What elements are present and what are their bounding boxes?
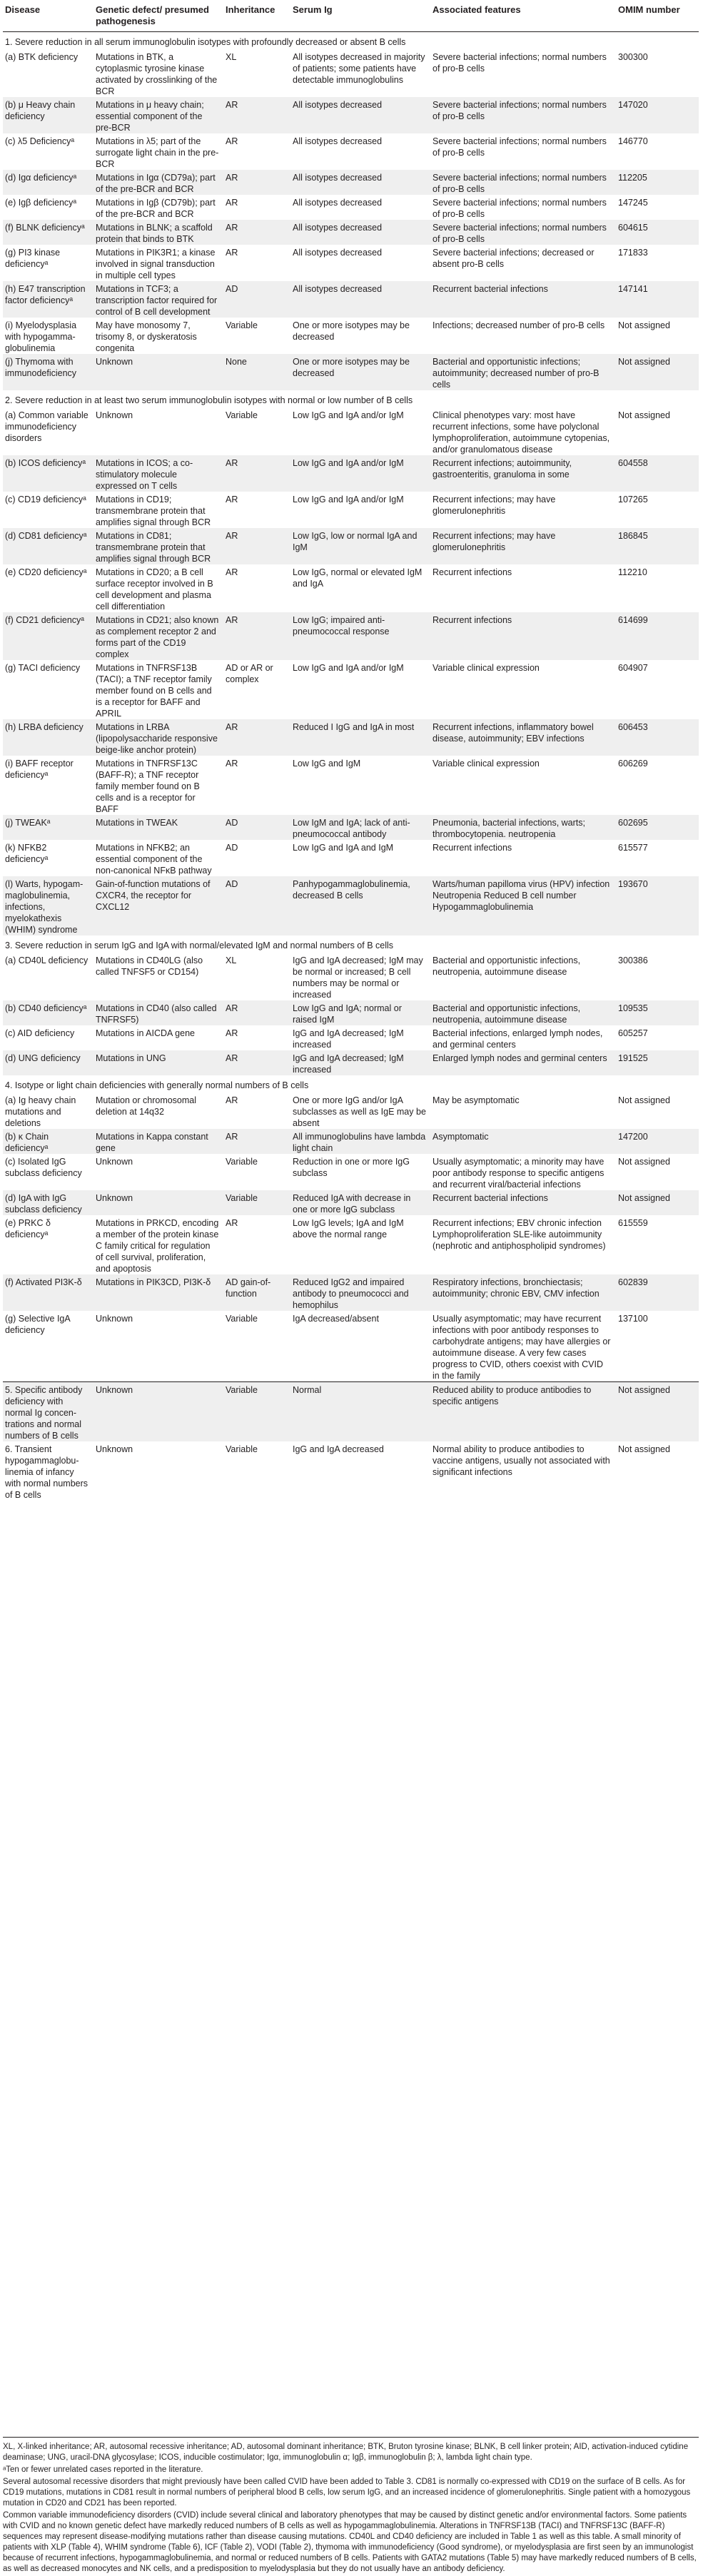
section-heading-row — [3, 1075, 699, 1092]
cell-genetic-defect: Mutations in μ heavy chain; essential component of the pre-BCR — [93, 97, 223, 133]
cell-serum-ig: Low IgG, low or normal IgA and IgM — [290, 528, 430, 564]
cell-inheritance: AR — [223, 455, 290, 492]
cell-disease: (d) IgA with IgG subclass deficiency — [3, 1190, 93, 1215]
footnote-cvid-description: Common variable immunodeficiency disorders (CVID) include several clinical and laboratory phenotypes that may be caused by distinct genetic and/or environmental factors. Some patients with CVID and no known genetic defect have markedly reduced numbers of B cells as well as hypogammaglobulinemia. Alterations in TNFRSF13B (TACI) and TNFRSF13C (BAFF-R) sequences may represent disease-modifying mutations rather than disease causing mutations. CD40L and CD40 deficiency are included in Table 1 as well as this table. A small minority of patients with XLP (Table 4), WHIM syndrome (Table 6), ICF (Table 2), VODI (Table 2), thymoma with immunodeficiency (Good syndrome), or myelodysplasia are first seen by an immunologist because of recurrent infections, hypogammaglobulinemia, and normal or reduced numbers of B cells. Patients with GATA2 mutations (Table 5) may have markedly reduced numbers of B cells, as well as decreased monocytes and NK cells, and a predisposition to myelodysplasia but they do not usually have an antibody deficiency. — [3, 2511, 697, 2573]
cell-inheritance: AR — [223, 1050, 290, 1075]
cell-omim-number: 605257 — [616, 1025, 699, 1050]
table-row — [3, 564, 699, 612]
cell-omim-number: 614699 — [616, 612, 699, 660]
cell-associated-features: Recurrent infections; may have glomerulonephritis — [430, 492, 616, 528]
cell-genetic-defect: Mutations in CD40LG (also called TNFSF5 or CD154) — [93, 953, 223, 1000]
cell-inheritance: AR — [223, 564, 290, 612]
cell-inheritance: AD — [223, 815, 290, 840]
table-row — [3, 815, 699, 840]
cell-genetic-defect: Mutations in TCF3; a transcription factor required for control of B cell development — [93, 281, 223, 318]
table-row — [3, 1311, 699, 1382]
cell-disease: (g) TACI deficiency — [3, 660, 93, 719]
header-serum-ig: Serum Ig — [290, 3, 430, 32]
cell-omim-number: 171833 — [616, 245, 699, 281]
footnote-rare-cases: ᵃTen or fewer unrelated cases reported in the literature. — [3, 2465, 203, 2474]
cell-associated-features: Recurrent bacterial infections — [430, 1190, 616, 1215]
cell-genetic-defect: Unknown — [93, 1154, 223, 1190]
cell-genetic-defect: Mutations in BLNK; a scaffold protein that binds to BTK — [93, 220, 223, 245]
cell-associated-features: Infections; decreased number of pro-B cells — [430, 318, 616, 354]
cell-associated-features: Severe bacterial infections; normal numbers of pro-B cells — [430, 220, 616, 245]
cell-inheritance: AR — [223, 245, 290, 281]
cell-omim-number: 615559 — [616, 1215, 699, 1274]
section-heading-row — [3, 32, 699, 50]
cell-inheritance: AR — [223, 133, 290, 170]
cell-serum-ig: All isotypes decreased — [290, 220, 430, 245]
section-title: 1. Severe reduction in all serum immunoglobulin isotypes with profoundly decreased or absent B cells — [5, 37, 406, 47]
cell-associated-features: Pneumonia, bacterial infections, warts; thrombocytopenia. neutropenia — [430, 815, 616, 840]
cell-serum-ig: IgG and IgA decreased; IgM increased — [290, 1050, 430, 1075]
cell-genetic-defect: Mutations in UNG — [93, 1050, 223, 1075]
cell-genetic-defect: Mutations in BTK, a cytoplasmic tyrosine kinase activated by crosslinking of the BCR — [93, 49, 223, 97]
table-row — [3, 492, 699, 528]
cell-associated-features: Recurrent infections; may have glomerulonephritis — [430, 528, 616, 564]
cell-inheritance: Variable — [223, 1190, 290, 1215]
cell-serum-ig: Low IgG and IgA and IgM — [290, 840, 430, 876]
cell-genetic-defect: Mutations in TNFRSF13C (BAFF-R); a TNF receptor family member found on B cells and is a receptor for BAFF — [93, 756, 223, 815]
table-row — [3, 1382, 699, 1442]
cell-omim-number: 107265 — [616, 492, 699, 528]
cell-associated-features: Bacterial and opportunistic infections, neutropenia, autoimmune disease — [430, 1000, 616, 1025]
cell-associated-features: Recurrent infections; autoimmunity, gastroenteritis, granuloma in some — [430, 455, 616, 492]
table-row — [3, 840, 699, 876]
section-heading-row — [3, 935, 699, 953]
cell-disease: (h) LRBA deficiency — [3, 719, 93, 756]
cell-disease: (b) ICOS deficiencyᵃ — [3, 455, 93, 492]
cell-genetic-defect: Mutations in CD81; transmembrane protein that amplifies signal through BCR — [93, 528, 223, 564]
cell-genetic-defect: Mutations in AICDA gene — [93, 1025, 223, 1050]
table-row — [3, 719, 699, 756]
cell-serum-ig: All isotypes decreased — [290, 245, 430, 281]
header-inheritance: Inheritance — [223, 3, 290, 32]
cell-omim-number: 300386 — [616, 953, 699, 1000]
cell-serum-ig: IgG and IgA decreased; IgM increased — [290, 1025, 430, 1050]
cell-disease: (a) Ig heavy chain mutations and deletions — [3, 1092, 93, 1129]
cell-inheritance: AR — [223, 756, 290, 815]
cell-disease: (a) CD40L deficiency — [3, 953, 93, 1000]
cell-serum-ig: Low IgG and IgA; normal or raised IgM — [290, 1000, 430, 1025]
cell-associated-features: Severe bacterial infections; normal numbers of pro-B cells — [430, 133, 616, 170]
cell-genetic-defect: Unknown — [93, 354, 223, 390]
cell-disease: (b) CD40 deficiencyᵃ — [3, 1000, 93, 1025]
cell-inheritance: AR — [223, 1025, 290, 1050]
cell-inheritance: AR — [223, 195, 290, 220]
cell-genetic-defect: Mutations in CD20; a B cell surface receptor involved in B cell development and plasma cell differentiation — [93, 564, 223, 612]
table-row — [3, 612, 699, 660]
cell-omim-number: 602839 — [616, 1274, 699, 1311]
table-row — [3, 756, 699, 815]
cell-serum-ig: Low IgG levels; IgA and IgM above the normal range — [290, 1215, 430, 1274]
cell-inheritance: Variable — [223, 407, 290, 455]
cell-disease: (b) κ Chain deficiencyᵃ — [3, 1129, 93, 1154]
cell-serum-ig: One or more IgG and/or IgA subclasses as well as IgE may be absent — [290, 1092, 430, 1129]
cell-omim-number: 112205 — [616, 170, 699, 195]
cell-genetic-defect: May have monosomy 7, trisomy 8, or dyskeratosis congenita — [93, 318, 223, 354]
footnote-cvid-added: Several autosomal recessive disorders that might previously have been called CVID have been added to Table 3. CD81 is normally co-expressed with CD19 on the surface of B cells. As for CD19 mutations, mutations in CD81 result in normal numbers of peripheral blood B cells, low serum IgG, and an increased incidence of glomerulonephritis. Single patient with a homozygous mutation in CD20 and CD21 has been reported. — [3, 2478, 691, 2507]
table-row — [3, 49, 699, 97]
table-row — [3, 195, 699, 220]
cell-disease: (e) Igβ deficiencyᵃ — [3, 195, 93, 220]
table-footnotes — [3, 2437, 699, 2576]
cell-inheritance: AR — [223, 97, 290, 133]
cell-omim-number: Not assigned — [616, 407, 699, 455]
cell-genetic-defect: Unknown — [93, 407, 223, 455]
cell-serum-ig: Normal — [290, 1382, 430, 1442]
cell-inheritance: AD — [223, 840, 290, 876]
table-row — [3, 407, 699, 455]
table-row — [3, 354, 699, 390]
table-row — [3, 528, 699, 564]
footnote-divider — [3, 2437, 699, 2438]
cell-omim-number: 615577 — [616, 840, 699, 876]
cell-omim-number: 109535 — [616, 1000, 699, 1025]
cell-inheritance: AD — [223, 281, 290, 318]
cell-inheritance: AD — [223, 876, 290, 935]
cell-omim-number: 191525 — [616, 1050, 699, 1075]
cell-disease: (c) CD19 deficiencyᵃ — [3, 492, 93, 528]
cell-disease: (a) Common variable immunodeficiency disorders — [3, 407, 93, 455]
table-row — [3, 245, 699, 281]
cell-omim-number: 606269 — [616, 756, 699, 815]
cell-genetic-defect: Unknown — [93, 1441, 223, 1501]
cell-genetic-defect: Unknown — [93, 1190, 223, 1215]
cell-omim-number: 604907 — [616, 660, 699, 719]
cell-associated-features: Reduced ability to produce antibodies to specific antigens — [430, 1382, 616, 1442]
cell-disease: 6. Transient hypogammaglobu-linemia of infancy with normal numbers of B cells — [3, 1441, 93, 1501]
table-row — [3, 953, 699, 1000]
section-title: 4. Isotype or light chain deficiencies with generally normal numbers of B cells — [5, 1080, 309, 1090]
cell-serum-ig: Low IgG and IgA and/or IgM — [290, 660, 430, 719]
cell-disease: (f) CD21 deficiencyᵃ — [3, 612, 93, 660]
immunodeficiency-table — [3, 3, 699, 1501]
header-genetic-defect: Genetic defect/ presumed pathogenesis — [93, 3, 223, 32]
table-row — [3, 97, 699, 133]
cell-omim-number: 137100 — [616, 1311, 699, 1382]
cell-associated-features: May be asymptomatic — [430, 1092, 616, 1129]
cell-associated-features: Asymptomatic — [430, 1129, 616, 1154]
cell-genetic-defect: Mutations in PRKCD, encoding a member of the protein kinase C family critical for regulation of cell survival, proliferation, and apoptosis — [93, 1215, 223, 1274]
table-row — [3, 1000, 699, 1025]
footnote-abbreviations: XL, X-linked inheritance; AR, autosomal recessive inheritance; AD, autosomal dominant inheritance; BTK, Bruton tyrosine kinase; BLNK, B cell linker protein; AID, activation-induced cytidine deaminase; UNG, uracil-DNA glycosylase; ICOS, inducible costimulator; Igα, immunoglobulin α; Igβ, immunoglobulin β; λ, lambda light chain type. — [3, 2443, 689, 2462]
cell-inheritance: Variable — [223, 1382, 290, 1442]
cell-serum-ig: Reduction in one or more IgG subclass — [290, 1154, 430, 1190]
cell-genetic-defect: Unknown — [93, 1382, 223, 1442]
cell-serum-ig: All isotypes decreased — [290, 97, 430, 133]
table-row — [3, 1129, 699, 1154]
cell-disease: (h) E47 transcription factor deficiencyᵃ — [3, 281, 93, 318]
cell-genetic-defect: Mutations in ICOS; a co-stimulatory molecule expressed on T cells — [93, 455, 223, 492]
cell-disease: (j) Thymoma with immunodeficiency — [3, 354, 93, 390]
cell-associated-features: Severe bacterial infections; decreased or absent pro-B cells — [430, 245, 616, 281]
table-row — [3, 318, 699, 354]
cell-omim-number: Not assigned — [616, 1382, 699, 1442]
cell-disease: (e) PRKC δ deficiencyᵃ — [3, 1215, 93, 1274]
table-row — [3, 1274, 699, 1311]
cell-disease: (c) Isolated IgG subclass deficiency — [3, 1154, 93, 1190]
cell-associated-features: Severe bacterial infections; normal numbers of pro-B cells — [430, 170, 616, 195]
table-row — [3, 876, 699, 935]
cell-serum-ig: Low IgG and IgA and/or IgM — [290, 455, 430, 492]
cell-omim-number: 186845 — [616, 528, 699, 564]
cell-inheritance: AR — [223, 719, 290, 756]
cell-serum-ig: IgA decreased/absent — [290, 1311, 430, 1382]
cell-associated-features: Warts/human papilloma virus (HPV) infection Neutropenia Reduced B cell number Hypogammaglobulinemia — [430, 876, 616, 935]
cell-disease: (e) CD20 deficiencyᵃ — [3, 564, 93, 612]
cell-disease: (d) CD81 deficiencyᵃ — [3, 528, 93, 564]
cell-inheritance: AR — [223, 1000, 290, 1025]
cell-associated-features: Severe bacterial infections; normal numbers of pro-B cells — [430, 49, 616, 97]
cell-serum-ig: One or more isotypes may be decreased — [290, 318, 430, 354]
cell-genetic-defect: Mutations in Kappa constant gene — [93, 1129, 223, 1154]
cell-disease: (b) μ Heavy chain deficiency — [3, 97, 93, 133]
table-row — [3, 455, 699, 492]
cell-disease: 5. Specific antibody deficiency with normal Ig concen-trations and normal numbers of B cells — [3, 1382, 93, 1442]
cell-omim-number: 606453 — [616, 719, 699, 756]
table-row — [3, 1092, 699, 1129]
cell-serum-ig: IgG and IgA decreased; IgM may be normal or increased; B cell numbers may be normal or increased — [290, 953, 430, 1000]
cell-inheritance: AR — [223, 1215, 290, 1274]
table-row — [3, 1190, 699, 1215]
cell-disease: (d) Igα deficiencyᵃ — [3, 170, 93, 195]
table-row — [3, 133, 699, 170]
table-row — [3, 281, 699, 318]
cell-genetic-defect: Mutations in TWEAK — [93, 815, 223, 840]
cell-serum-ig: Reduced I IgG and IgA in most — [290, 719, 430, 756]
cell-genetic-defect: Unknown — [93, 1311, 223, 1382]
cell-omim-number: 112210 — [616, 564, 699, 612]
cell-serum-ig: All isotypes decreased — [290, 195, 430, 220]
cell-genetic-defect: Mutations in LRBA (lipopolysaccharide responsive beige-like anchor protein) — [93, 719, 223, 756]
cell-disease: (l) Warts, hypogam-maglobulinemia, infections, myelokathexis (WHIM) syndrome — [3, 876, 93, 935]
cell-serum-ig: Low IgG; impaired anti-pneumococcal response — [290, 612, 430, 660]
cell-serum-ig: Low IgG and IgA and/or IgM — [290, 492, 430, 528]
section-heading-row — [3, 390, 699, 407]
cell-omim-number: Not assigned — [616, 1154, 699, 1190]
cell-disease: (d) UNG deficiency — [3, 1050, 93, 1075]
cell-serum-ig: Low IgM and IgA; lack of anti-pneumococcal antibody — [290, 815, 430, 840]
cell-genetic-defect: Mutations in CD40 (also called TNFRSF5) — [93, 1000, 223, 1025]
header-disease: Disease — [3, 3, 93, 32]
cell-omim-number: 193670 — [616, 876, 699, 935]
cell-disease: (i) BAFF receptor deficiencyᵃ — [3, 756, 93, 815]
header-omim-number: OMIM number — [616, 3, 699, 32]
cell-associated-features: Recurrent infections; EBV chronic infection Lymphoproliferation SLE-like autoimmunity (nephrotic and antiphospholipid syndromes) — [430, 1215, 616, 1274]
cell-inheritance: Variable — [223, 1311, 290, 1382]
cell-serum-ig: One or more isotypes may be decreased — [290, 354, 430, 390]
cell-disease: (g) Selective IgA deficiency — [3, 1311, 93, 1382]
cell-inheritance: AR — [223, 1092, 290, 1129]
cell-inheritance: Variable — [223, 318, 290, 354]
cell-serum-ig: Panhypogammaglobulinemia, decreased B cells — [290, 876, 430, 935]
cell-omim-number: Not assigned — [616, 1190, 699, 1215]
cell-serum-ig: IgG and IgA decreased — [290, 1441, 430, 1501]
cell-omim-number: 147245 — [616, 195, 699, 220]
cell-serum-ig: Low IgG, normal or elevated IgM and IgA — [290, 564, 430, 612]
cell-genetic-defect: Mutations in NFKB2; an essential component of the non-canonical NFκB pathway — [93, 840, 223, 876]
table-body — [3, 32, 699, 1501]
cell-genetic-defect: Mutations in Igα (CD79a); part of the pre-BCR and BCR — [93, 170, 223, 195]
cell-disease: (c) λ5 Deficiencyᵃ — [3, 133, 93, 170]
table-row — [3, 1050, 699, 1075]
cell-disease: (g) PI3 kinase deficiencyᵃ — [3, 245, 93, 281]
cell-associated-features: Recurrent infections, inflammatory bowel disease, autoimmunity; EBV infections — [430, 719, 616, 756]
cell-associated-features: Recurrent bacterial infections — [430, 281, 616, 318]
cell-disease: (c) AID deficiency — [3, 1025, 93, 1050]
cell-associated-features: Recurrent infections — [430, 564, 616, 612]
cell-associated-features: Enlarged lymph nodes and germinal centers — [430, 1050, 616, 1075]
cell-genetic-defect: Mutations in TNFRSF13B (TACI); a TNF receptor family member found on B cells and is a receptor for BAFF and APRIL — [93, 660, 223, 719]
cell-disease: (i) Myelodysplasia with hypogamma-globulinemia — [3, 318, 93, 354]
table-row — [3, 220, 699, 245]
cell-omim-number: 604615 — [616, 220, 699, 245]
cell-serum-ig: All isotypes decreased — [290, 281, 430, 318]
table-header-row — [3, 3, 699, 32]
cell-serum-ig: All isotypes decreased — [290, 170, 430, 195]
cell-omim-number: 300300 — [616, 49, 699, 97]
cell-disease: (a) BTK deficiency — [3, 49, 93, 97]
cell-serum-ig: Reduced IgG2 and impaired antibody to pneumococci and hemophilus — [290, 1274, 430, 1311]
cell-associated-features: Recurrent infections — [430, 612, 616, 660]
cell-omim-number: 147200 — [616, 1129, 699, 1154]
cell-associated-features: Bacterial and opportunistic infections; autoimmunity; decreased number of pro-B cells — [430, 354, 616, 390]
cell-inheritance: AR — [223, 612, 290, 660]
cell-associated-features: Normal ability to produce antibodies to vaccine antigens, usually not associated with significant infections — [430, 1441, 616, 1501]
cell-omim-number: Not assigned — [616, 1441, 699, 1501]
table-row — [3, 1025, 699, 1050]
table-row — [3, 1441, 699, 1501]
cell-associated-features: Severe bacterial infections; normal numbers of pro-B cells — [430, 97, 616, 133]
cell-genetic-defect: Mutations in CD19; transmembrane protein that amplifies signal through BCR — [93, 492, 223, 528]
section-title: 3. Severe reduction in serum IgG and IgA with normal/elevated IgM and normal numbers of B cells — [5, 940, 394, 950]
cell-omim-number: 146770 — [616, 133, 699, 170]
cell-genetic-defect: Mutations in PIK3R1; a kinase involved in signal transduction in multiple cell types — [93, 245, 223, 281]
table-row — [3, 660, 699, 719]
cell-omim-number: 602695 — [616, 815, 699, 840]
table-row — [3, 1215, 699, 1274]
cell-associated-features: Variable clinical expression — [430, 660, 616, 719]
cell-genetic-defect: Mutations in λ5; part of the surrogate light chain in the pre-BCR — [93, 133, 223, 170]
table-row — [3, 1154, 699, 1190]
cell-associated-features: Bacterial and opportunistic infections, neutropenia, autoimmune disease — [430, 953, 616, 1000]
cell-omim-number: 147141 — [616, 281, 699, 318]
cell-genetic-defect: Mutation or chromosomal deletion at 14q32 — [93, 1092, 223, 1129]
section-title: 2. Severe reduction in at least two serum immunoglobulin isotypes with normal or low number of B cells — [5, 395, 413, 405]
cell-inheritance: AD gain-of-function — [223, 1274, 290, 1311]
table-row — [3, 170, 699, 195]
cell-serum-ig: All isotypes decreased — [290, 133, 430, 170]
cell-genetic-defect: Gain-of-function mutations of CXCR4, the receptor for CXCL12 — [93, 876, 223, 935]
cell-disease: (f) BLNK deficiencyᵃ — [3, 220, 93, 245]
cell-omim-number: 147020 — [616, 97, 699, 133]
cell-inheritance: XL — [223, 953, 290, 1000]
cell-inheritance: AR — [223, 220, 290, 245]
cell-inheritance: AR — [223, 170, 290, 195]
cell-associated-features: Respiratory infections, bronchiectasis; autoimmunity; chronic EBV, CMV infection — [430, 1274, 616, 1311]
cell-associated-features: Bacterial infections, enlarged lymph nodes, and germinal centers — [430, 1025, 616, 1050]
cell-genetic-defect: Mutations in Igβ (CD79b); part of the pre-BCR and BCR — [93, 195, 223, 220]
header-associated-features: Associated features — [430, 3, 616, 32]
cell-inheritance: AR — [223, 528, 290, 564]
cell-inheritance: None — [223, 354, 290, 390]
cell-omim-number: 604558 — [616, 455, 699, 492]
cell-omim-number: Not assigned — [616, 354, 699, 390]
cell-inheritance: AR — [223, 492, 290, 528]
cell-disease: (f) Activated PI3K-δ — [3, 1274, 93, 1311]
cell-inheritance: AD or AR or complex — [223, 660, 290, 719]
cell-serum-ig: Low IgG and IgM — [290, 756, 430, 815]
cell-associated-features: Clinical phenotypes vary: most have recurrent infections, some have polyclonal lymphoproliferation, autoimmune cytopenias, and/or granulomatous disease — [430, 407, 616, 455]
cell-genetic-defect: Mutations in PIK3CD, PI3K-δ — [93, 1274, 223, 1311]
cell-inheritance: AR — [223, 1129, 290, 1154]
cell-associated-features: Recurrent infections — [430, 840, 616, 876]
cell-serum-ig: All immunoglobulins have lambda light chain — [290, 1129, 430, 1154]
cell-genetic-defect: Mutations in CD21; also known as complement receptor 2 and forms part of the CD19 complex — [93, 612, 223, 660]
cell-associated-features: Usually asymptomatic; a minority may have poor antibody response to specific antigens and recurrent viral/bacterial infections — [430, 1154, 616, 1190]
cell-disease: (k) NFKB2 deficiencyᵃ — [3, 840, 93, 876]
cell-inheritance: XL — [223, 49, 290, 97]
cell-omim-number: Not assigned — [616, 1092, 699, 1129]
cell-inheritance: Variable — [223, 1154, 290, 1190]
cell-serum-ig: Reduced IgA with decrease in one or more IgG subclass — [290, 1190, 430, 1215]
cell-disease: (j) TWEAKᵃ — [3, 815, 93, 840]
cell-inheritance: Variable — [223, 1441, 290, 1501]
cell-omim-number: Not assigned — [616, 318, 699, 354]
cell-associated-features: Usually asymptomatic; may have recurrent infections with poor antibody responses to carbohydrate antigens; may have allergies or autoimmune disease. A very few cases progress to CVID, others coexist with CVID in the family — [430, 1311, 616, 1382]
cell-serum-ig: All isotypes decreased in majority of patients; some patients have detectable immunoglobulins — [290, 49, 430, 97]
cell-associated-features: Variable clinical expression — [430, 756, 616, 815]
cell-associated-features: Severe bacterial infections; normal numbers of pro-B cells — [430, 195, 616, 220]
cell-serum-ig: Low IgG and IgA and/or IgM — [290, 407, 430, 455]
